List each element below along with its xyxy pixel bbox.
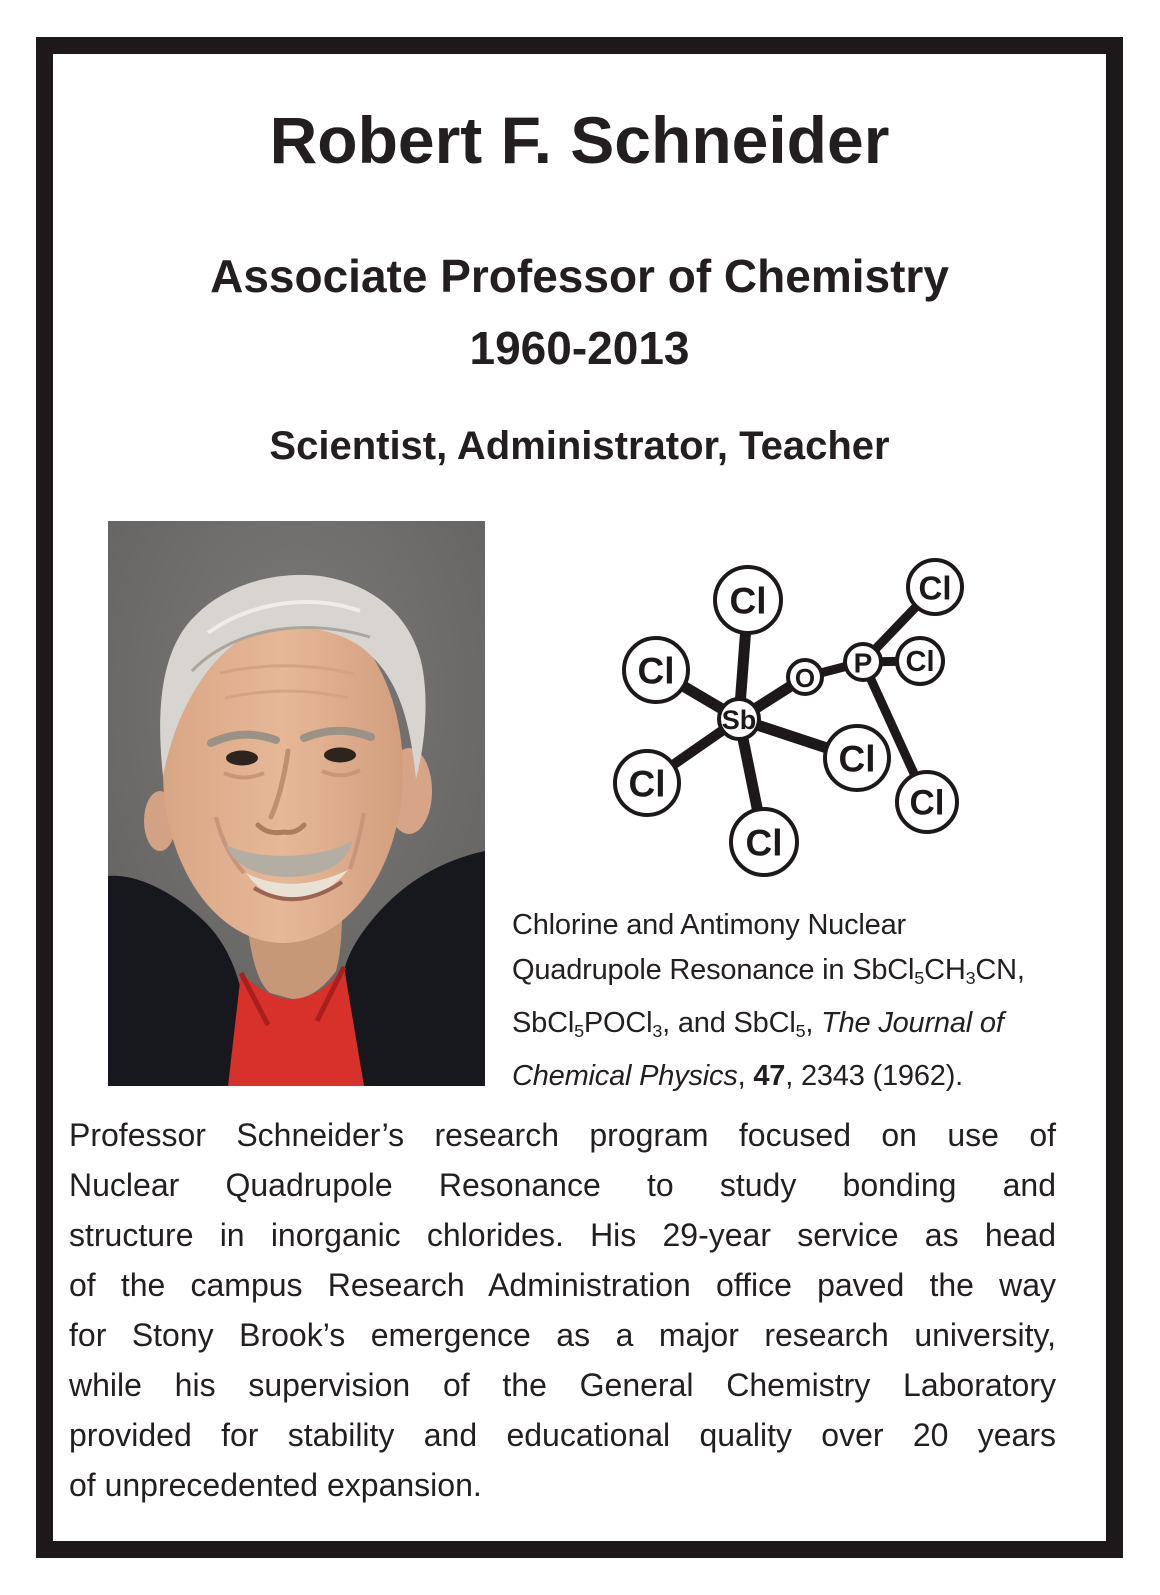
atom-p-label: P [853,647,873,679]
atom-cl-label: Cl [838,738,876,780]
citation-segment: Quadrupole Resonance in SbCl [512,954,915,986]
portrait-photo [108,521,485,1086]
atom-cl-label: Cl [905,646,935,678]
citation-subscript: 5 [795,1021,806,1042]
atom-sb-label: Sb [721,705,757,735]
atom-cl-label: Cl [909,783,945,823]
citation-segment: Chlorine and Antimony Nuclear [512,909,906,941]
citation-journal-name: Chemical Physics [512,1060,738,1093]
subtitle-years: 1960-2013 [469,322,690,374]
left-eye [226,751,258,766]
citation-segment: , and SbCl [662,1007,796,1040]
atom-cl-label: Cl [918,569,952,607]
citation-volume: 47 [753,1060,786,1093]
citation-subscript: 3 [652,1021,663,1042]
citation-segment: CN, [975,954,1025,986]
citation-line [512,1054,1108,1099]
subtitle-role: Associate Professor of Chemistry [210,250,949,302]
bio-paragraph [69,1110,1056,1510]
bio-line: structure in inorganic chlorides. His 29-year service as head [69,1217,1056,1253]
atom-cl-label: Cl [729,580,767,622]
right-eye [324,748,356,763]
citation-segment: , [737,1060,754,1093]
bio-line: for Stony Brook’s emergence as a major research university, [69,1317,1056,1353]
citation-segment: SbCl [512,1007,575,1040]
poster-subtitle [53,240,1106,384]
bio-line: provided for stability and educational quality over 20 years [69,1417,1056,1453]
citation-line [512,903,1108,948]
citation-segment: , [805,1007,822,1040]
citation-line [512,948,1108,1001]
citation-line [512,1001,1108,1054]
bio-line: Nuclear Quadrupole Resonance to study bonding and [69,1167,1056,1203]
poster-title: Robert F. Schneider [269,103,890,177]
citation-subscript: 5 [914,968,925,989]
atom-cl-label: Cl [628,763,666,805]
atom-cl-label: Cl [637,650,675,692]
bio-line: of the campus Research Administration office paved the way [69,1267,1056,1303]
citation-segment: CH [924,954,966,986]
citation-subscript: 5 [574,1021,584,1042]
bio-line: of unprecedented expansion. [69,1467,482,1503]
bio-line: while his supervision of the General Chemistry Laboratory [69,1367,1056,1403]
citation [512,903,1108,1099]
citation-segment: POCl [583,1007,653,1040]
atom-cl-label: Cl [745,822,783,864]
atom-o-label: O [794,663,816,693]
citation-journal-name: The Journal of [821,1007,1004,1040]
citation-subscript: 3 [965,968,976,989]
citation-segment: , 2343 (1962). [785,1060,964,1093]
molecule-diagram [560,520,1020,900]
bio-line: Professor Schneider’s research program focused on use of [69,1117,1056,1153]
poster-motto: Scientist, Administrator, Teacher [269,424,890,468]
